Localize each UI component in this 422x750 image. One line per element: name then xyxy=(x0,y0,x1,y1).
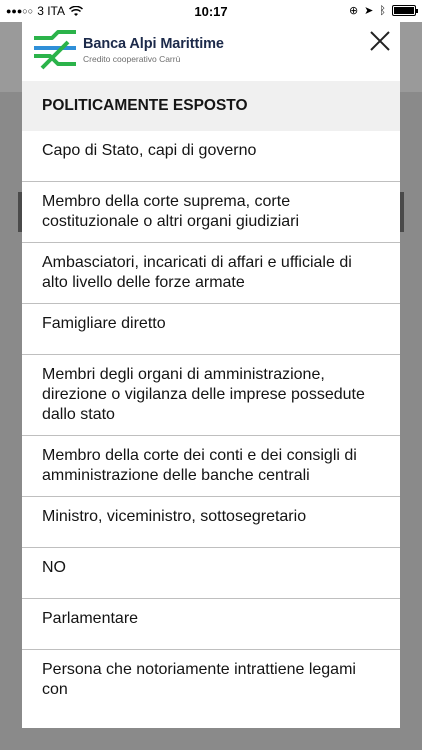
location-icon: ➤ xyxy=(364,5,374,17)
close-icon[interactable] xyxy=(368,29,392,53)
battery-icon xyxy=(392,5,416,16)
option-item[interactable]: Membro della corte suprema, corte costituzionale o altri organi giudiziari xyxy=(22,182,400,243)
option-item[interactable]: Capo di Stato, capi di governo xyxy=(22,131,400,182)
selection-modal xyxy=(22,22,400,728)
option-item[interactable]: Parlamentare xyxy=(22,599,400,650)
section-title: POLITICAMENTE ESPOSTO xyxy=(22,81,400,131)
option-item[interactable]: Ministro, viceministro, sottosegretario xyxy=(22,497,400,548)
brand-name: Banca Alpi Marittime xyxy=(83,36,224,52)
background-divider xyxy=(400,192,404,232)
option-item[interactable]: Membri degli organi di amministrazione, direzione o vigilanza delle imprese possedute dallo stato xyxy=(22,355,400,436)
option-item[interactable]: Ambasciatori, incaricati di affari e ufficiale di alto livello delle forze armate xyxy=(22,243,400,304)
option-item[interactable]: Famigliare diretto xyxy=(22,304,400,355)
bank-logo-icon xyxy=(32,30,78,70)
options-list xyxy=(22,131,400,711)
status-right xyxy=(349,4,416,17)
lock-rotation-icon: ⊕ xyxy=(348,5,359,17)
brand xyxy=(83,36,224,64)
option-item[interactable]: NO xyxy=(22,548,400,599)
modal-header xyxy=(22,22,400,81)
option-item[interactable]: Persona che notoriamente intrattiene legami con xyxy=(42,661,356,698)
signal-icon: ●●●○○ xyxy=(6,6,34,16)
carrier-label: 3 ITA xyxy=(37,4,65,18)
status-bar xyxy=(0,0,422,22)
brand-subtitle: Credito cooperativo Carrù xyxy=(83,54,181,64)
bluetooth-icon: ᛒ xyxy=(379,4,386,17)
status-time: 10:17 xyxy=(194,4,228,19)
option-item[interactable]: Membro della corte dei conti e dei consigli di amministrazione delle banche centrali xyxy=(22,436,400,497)
